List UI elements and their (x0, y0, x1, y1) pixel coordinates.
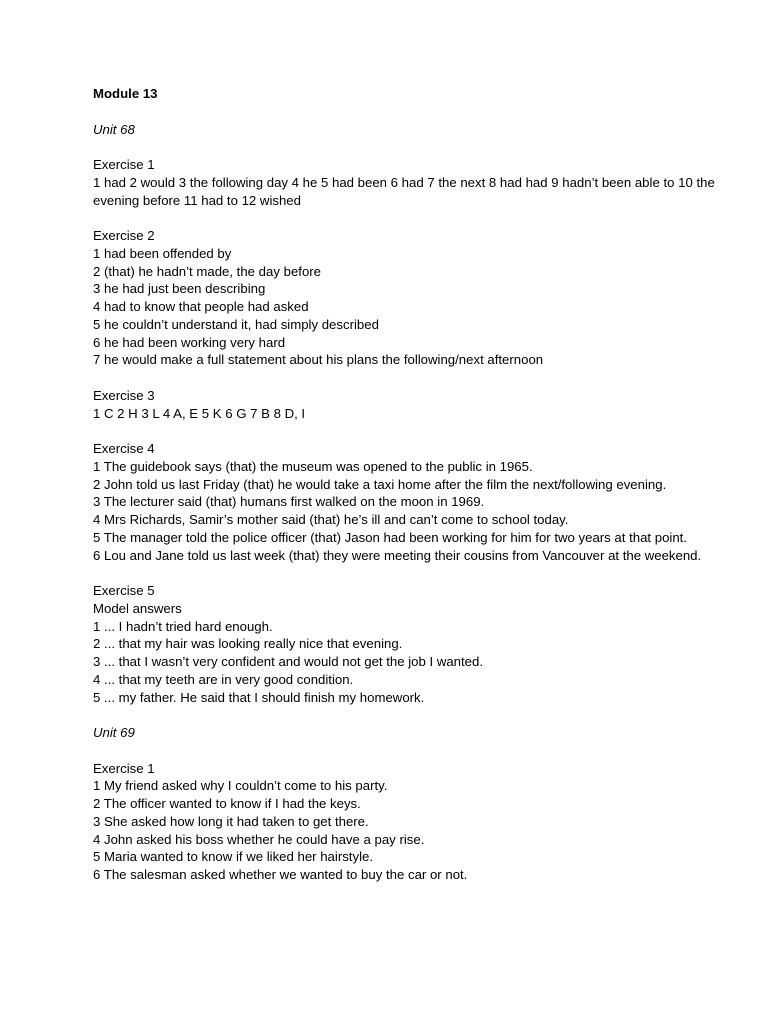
answer-line: 3 he had just been describing (93, 281, 266, 297)
answer-line: 7 he would make a full statement about his plans the following/next afternoon (93, 352, 544, 368)
unit-title: Unit 68 (93, 121, 135, 137)
exercise-title: Exercise 4 (93, 441, 155, 456)
module-title: Module 13 (93, 86, 158, 101)
answer-line: 1 The guidebook says (that) the museum was opened to the public in 1965. (93, 458, 533, 474)
answer-line: 1 ... I hadn’t tried hard enough. (93, 618, 273, 634)
exercise-title: Exercise 1 (93, 157, 155, 172)
answer-line: 2 John told us last Friday (that) he would take a taxi home after the film the next/following evening. (93, 476, 667, 492)
exercise-title: Exercise 1 (93, 760, 155, 776)
answer-line: 4 John asked his boss whether he could have a pay rise. (93, 831, 425, 847)
answer-line: 1 had been offended by (93, 245, 232, 261)
exercise-title: Exercise 5 (93, 583, 155, 598)
answer-line: 5 The manager told the police officer (that) Jason had been working for him for two years at that point. (93, 529, 688, 545)
answer-line: 4 had to know that people had asked (93, 299, 309, 314)
answer-line: 2 The officer wanted to know if I had the keys. (93, 796, 361, 811)
answer-line: 3 ... that I wasn’t very confident and would not get the job I wanted. (93, 654, 484, 669)
answer-line: 6 Lou and Jane told us last week (that) they were meeting their cousins from Vancouver at the weekend. (93, 547, 702, 563)
answer-line: 6 he had been working very hard (93, 334, 286, 350)
answer-line: 2 ... that my hair was looking really nice that evening. (93, 636, 403, 652)
exercise-title: Exercise 3 (93, 387, 155, 403)
answer-line: 3 She asked how long it had taken to get there. (93, 813, 369, 829)
answer-key-page (93, 85, 733, 884)
answer-line: 4 ... that my teeth are in very good condition. (93, 671, 354, 687)
answer-line: 5 he couldn’t understand it, had simply described (93, 316, 379, 332)
answer-line: 6 The salesman asked whether we wanted to buy the car or not. (93, 867, 468, 882)
answer-line: 1 C 2 H 3 L 4 A, E 5 K 6 G 7 B 8 D, I (93, 405, 306, 421)
answer-line: 1 My friend asked why I couldn’t come to his party. (93, 778, 388, 794)
answer-line: 2 (that) he hadn’t made, the day before (93, 263, 321, 279)
answer-line: 4 Mrs Richards, Samir’s mother said (that) he’s ill and can’t come to school today. (93, 512, 569, 527)
unit-title: Unit 69 (93, 725, 135, 740)
answer-line: 3 The lecturer said (that) humans first walked on the moon in 1969. (93, 494, 485, 510)
exercise-subtitle: Model answers (93, 600, 182, 616)
answer-line: 5 ... my father. He said that I should finish my homework. (93, 689, 425, 705)
answer-line: 5 Maria wanted to know if we liked her hairstyle. (93, 849, 373, 865)
exercise-title: Exercise 2 (93, 228, 155, 243)
answer-line: 1 had 2 would 3 the following day 4 he 5 had been 6 had 7 the next 8 had had 9 hadn’t been able to 10 the evening before 11 had to 12 wished (93, 174, 715, 208)
